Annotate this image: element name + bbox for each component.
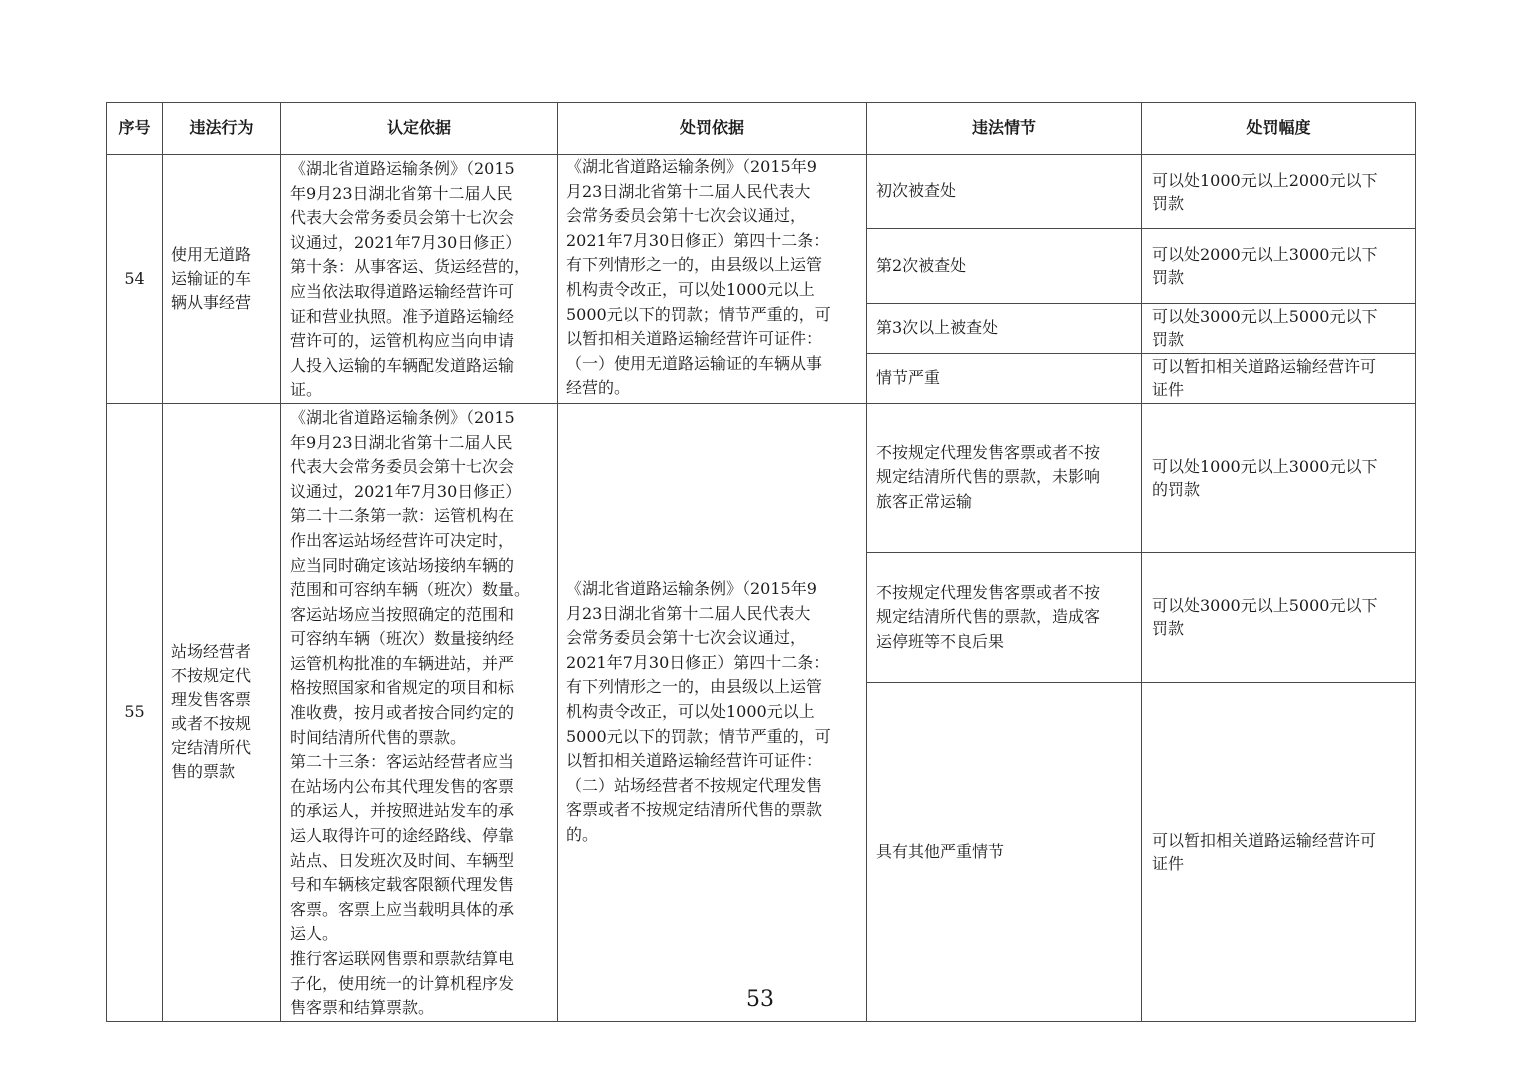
row-number: 55 [107, 403, 163, 1021]
page-number: 53 [746, 987, 774, 1012]
penalty-range-text: 可以处1000元以上3000元以下 的罚款 [1142, 403, 1416, 552]
header-penalty-basis: 处罚依据 [558, 103, 867, 155]
violation-text: 站场经营者 不按规定代 理发售客票 或者不按规 定结清所代 售的票款 [163, 403, 281, 1021]
header-penalty-range: 处罚幅度 [1142, 103, 1416, 155]
penalty-range-text: 可以处3000元以上5000元以下 罚款 [1142, 552, 1416, 683]
penalty-range-text: 可以处1000元以上2000元以下 罚款 [1142, 155, 1416, 229]
circumstance-text: 第2次被查处 [867, 229, 1142, 303]
header-basis: 认定依据 [281, 103, 558, 155]
table-row [107, 403, 1416, 552]
table-row [107, 155, 1416, 229]
penalty-range-text: 可以处2000元以上3000元以下 罚款 [1142, 229, 1416, 303]
header-index: 序号 [107, 103, 163, 155]
penalty-range-text: 可以处3000元以上5000元以下 罚款 [1142, 303, 1416, 353]
penalty-range-text: 可以暂扣相关道路运输经营许可 证件 [1142, 353, 1416, 403]
header-violation: 违法行为 [163, 103, 281, 155]
basis-text: 《湖北省道路运输条例》（2015 年9月23日湖北省第十二届人民 代表大会常务委员会第十七次会 议通过，2021年7月30日修正） 第二十二条第一款：运管机构在 作出客运站场经营许可决定时， 应当同时确定该站场接纳车辆的 范围和可容纳车辆（班次）数量。 客运站场应当按照确定的范围和 可容纳车辆（班次）数量接纳经 运管机构批准的车辆进站，并严 格按照国家和省规定的项目和标 准收费，按月或者按合同约定的 时间结清所代售的票款。 第二十三条：客运站经营者应当 在站场内公布其代理发售的客票 的承运人，并按照进站发车的承 运人取得许可的途经路线、停靠 站点、日发班次及时间、车辆型 号和车辆核定载客限额代理发售 客票。客票上应当载明具体的承 运人。 推行客运联网售票和票款结算电 子化，使用统一的计算机程序发 售客票和结算票款。 [281, 403, 558, 1021]
circumstance-text: 不按规定代理发售客票或者不按 规定结清所代售的票款，未影响 旅客正常运输 [867, 403, 1142, 552]
penalty-table [106, 102, 1416, 1022]
circumstance-text: 初次被查处 [867, 155, 1142, 229]
penalty-range-text: 可以暂扣相关道路运输经营许可 证件 [1142, 683, 1416, 1021]
circumstance-text: 第3次以上被查处 [867, 303, 1142, 353]
table-header-row [107, 103, 1416, 155]
penalty-basis-text: 《湖北省道路运输条例》（2015年9 月23日湖北省第十二届人民代表大 会常务委员会第十七次会议通过， 2021年7月30日修正）第四十二条： 有下列情形之一的，由县级以上运管 机构责令改正，可以处1000元以上 5000元以下的罚款；情节严重的，可 以暂扣相关道路运输经营许可证件： （一）使用无道路运输证的车辆从事 经营的。 [558, 155, 867, 404]
basis-text: 《湖北省道路运输条例》（2015 年9月23日湖北省第十二届人民 代表大会常务委员会第十七次会 议通过，2021年7月30日修正） 第十条：从事客运、货运经营的， 应当依法取得道路运输经营许可 证和营业执照。准予道路运输经 营许可的，运管机构应当向申请 人投入运输的车辆配发道路运输 证。 [281, 155, 558, 404]
circumstance-text: 情节严重 [867, 353, 1142, 403]
violation-text: 使用无道路 运输证的车 辆从事经营 [163, 155, 281, 404]
row-number: 54 [107, 155, 163, 404]
penalty-basis-text: 《湖北省道路运输条例》（2015年9 月23日湖北省第十二届人民代表大 会常务委员会第十七次会议通过， 2021年7月30日修正）第四十二条： 有下列情形之一的，由县级以上运管 机构责令改正，可以处1000元以上 5000元以下的罚款；情节严重的，可 以暂扣相关道路运输经营许可证件： （二）站场经营者不按规定代理发售 客票或者不按规定结清所代售的票款 的。 [558, 403, 867, 1021]
circumstance-text: 具有其他严重情节 [867, 683, 1142, 1021]
circumstance-text: 不按规定代理发售客票或者不按 规定结清所代售的票款，造成客 运停班等不良后果 [867, 552, 1142, 683]
header-circumstance: 违法情节 [867, 103, 1142, 155]
